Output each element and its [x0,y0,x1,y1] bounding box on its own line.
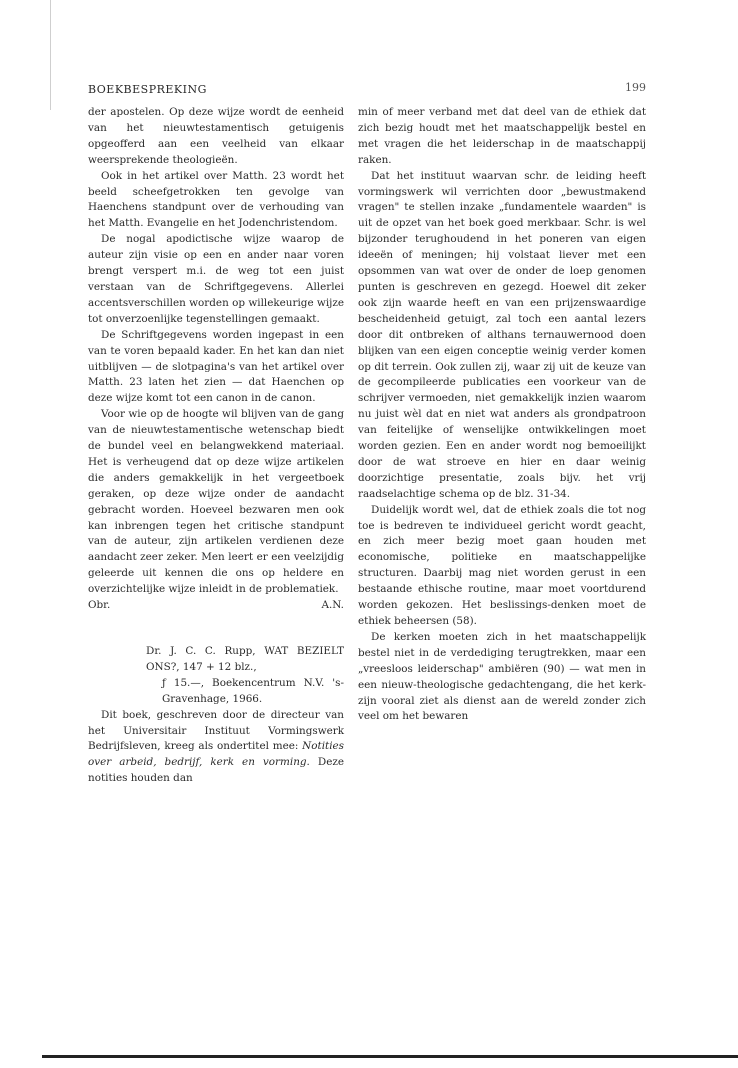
paragraph [88,708,344,788]
signature-right: A.N. [321,599,344,612]
signature-left: Obr. [88,599,111,612]
book-reference-line: Dr. J. C. C. Rupp, WAT BEZIELT ONS?, 147 + 12 blz., [146,645,344,673]
review-signature [88,598,344,614]
running-head: BOEKBESPREKING [88,83,207,96]
book-reference [146,644,344,708]
text-run: Dit boek, geschreven door de directeur van het Universitair Instituut Vormingswerk Bedrijfsleven, kreeg als ondertitel mee: [88,708,344,753]
paragraph: der apostelen. Op deze wijze wordt de eenheid van het nieuwtestamentisch getuigenis opgeofferd aan een veelheid van elkaar weersprekende theologieën. [88,106,344,166]
paragraph: Duidelijk wordt wel, dat de ethiek zoals die tot nog toe is bedreven te individueel gericht wordt geacht, en zich meer bezig moet gaan houden met economische, politieke en maatschappelijke structuren. Daarbij mag niet worden gerust in een bestaande ethische routine, maar moet voortdurend worden gekozen. Het beslissings-denken moet de ethiek beheersen (58). [358,503,646,627]
subtitle-italic: Notities over arbeid, bedrijf, kerk en vorming [88,740,344,769]
bottom-rule [42,1055,738,1058]
paragraph: Dat het instituut waarvan schr. de leiding heeft vormingswerk wil verrichten door „bewustmakend vragen" te stellen inzake „fundamentele waarden" is uit de opzet van het boek goed merkbaar. Schr. is wel bijzonder terughoudend in het poneren van eigen ideeën of meningen; hij volstaat liever met een opsommen van wat over de onder de loep genomen punten is geschreven en gezegd. Hoewel dit zeker ook zijn waarde heeft en van een prijzenswaardige bescheidenheid getuigt, zal toch een aantal lezers door dit ontbreken of althans ternauwernood doen blijken van een eigen conceptie weinig verder komen op dit terrein. Ook zullen zij, waar zij uit de keuze van de gecompileerde publicaties een voorkeur van de schrijver vermoeden, niet gemakkelijk inzien waarom nu juist wèl dat en niet wat anders als grondpatroon van feitelijke of wenselijke ontwikkelingen moet worden gezien. Een en ander wordt nog bemoeilijkt door de wat stroeve en hier en daar weinig doorzichtige presentatie, zoals bijv. het vrij raadselachtige schema op de blz. 31-34. [358,169,646,500]
paragraph: Voor wie op de hoogte wil blijven van de gang van de nieuwtestamentische wetenschap biedt de bundel veel en belangwekkend materiaal. Het is verheugend dat op deze wijze artikelen die anders gemakkelijk in het vergeetboek geraken, op deze wijze onder de aandacht gebracht worden. Hoeveel bezwaren men ook kan inbrengen tegen het critische standpunt van de auteur, zijn artikelen verdienen deze aandacht zeer zeker. Men leert er een veelzijdig geleerde uit kennen die ons op heldere en overzichtelijke wijze inleidt in de problematiek. [88,408,344,596]
paragraph: Ook in het artikel over Matth. 23 wordt het beeld scheefgetrokken ten gevolge van Haenchens standpunt over de verhouding van het Matth. Evangelie en het Jodenchristendom. [88,169,344,230]
left-column [88,105,344,787]
right-column [358,105,646,725]
page-number: 199 [625,81,646,94]
text-run: . Deze notities houden dan [88,756,344,785]
paragraph: De nogal apodictische wijze waarop de auteur zijn visie op een en ander naar voren brengt verspert m.i. de weg tot een juist verstaan van de Schriftgegevens. Allerlei accentsverschillen worden op willekeurige wijze tot onverzoenlijke tegenstellingen gemaakt. [88,233,344,325]
paragraph: De Schriftgegevens worden ingepast in een van te voren bepaald kader. En het kan dan niet uitblijven — de slotpagina's van het artikel over Matth. 23 laten het zien — dat Haenchen op deze wijze komt tot een canon in de canon. [88,328,344,405]
paragraph: De kerken moeten zich in het maatschappelijk bestel niet in de verdediging terugtrekken, maar een „vreesloos leiderschap" ambiëren (90) — wat men in een nieuw-theologische gedachtengang, die het kerk-zijn vooral ziet als dienst aan de wereld zonder zich veel om het bewaren [358,630,646,723]
book-reference-line: ƒ 15.—, Boekencentrum N.V. 's-Gravenhage, 1966. [162,676,344,705]
page-edge-line [50,0,51,110]
paragraph: min of meer verband met dat deel van de ethiek dat zich bezig houdt met het maatschappelijk bestel en met vragen die het leiderschap in de maatschappij raken. [358,106,646,166]
